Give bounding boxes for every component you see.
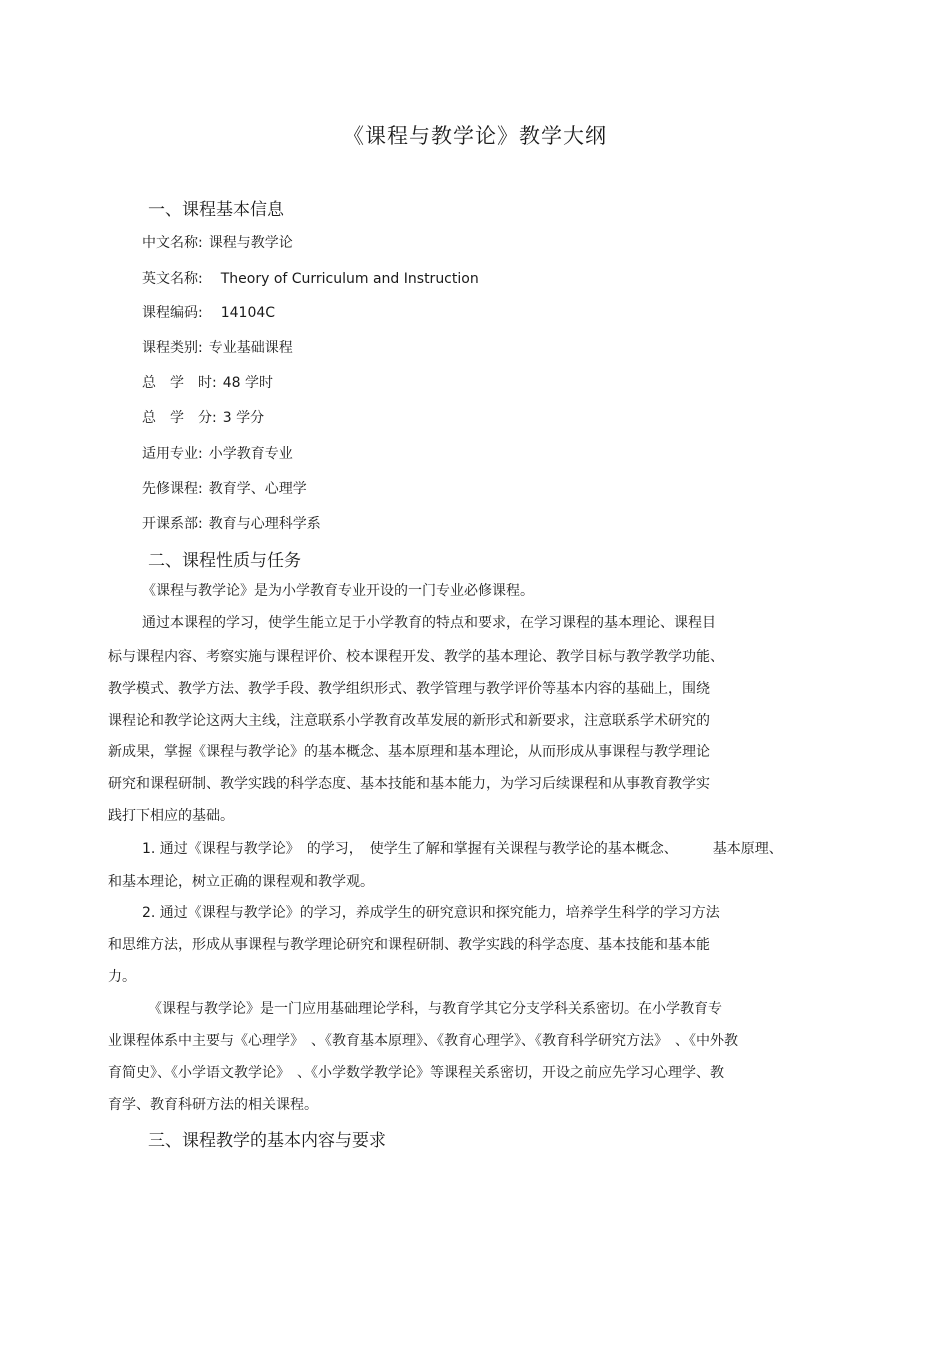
paragraph-line: 1. 通过《课程与教学论》 的学习， 使学生了解和掌握有关课程与教学论的基本概念、 基本原理、	[142, 841, 783, 857]
info-value: 专业基础课程	[208, 340, 293, 356]
info-label: 总 学 分:	[142, 410, 217, 426]
paragraph-line: 2. 通过《课程与教学论》的学习，养成学生的研究意识和探究能力，培养学生科学的学习方法	[142, 905, 720, 921]
info-value: 教育学、心理学	[208, 481, 307, 497]
info-row-chinese-name	[142, 232, 293, 252]
paragraph-line: 力。	[108, 969, 136, 985]
info-label: 先修课程:	[142, 481, 203, 497]
info-value: 小学教育专业	[208, 446, 293, 462]
paragraph-line: 育学、教育科研方法的相关课程。	[108, 1097, 318, 1113]
paragraph-line: 和思维方法，形成从事课程与教学理论研究和课程研制、教学实践的科学态度、基本技能和基本能	[108, 937, 710, 953]
paragraph-line: 《课程与教学论》是为小学教育专业开设的一门专业必修课程。	[142, 583, 534, 599]
info-label: 课程类别:	[142, 340, 203, 356]
info-row-course-code	[142, 302, 275, 322]
section2-heading: 二、课程性质与任务	[148, 551, 301, 571]
section3-heading: 三、课程教学的基本内容与要求	[148, 1131, 386, 1151]
paragraph-line: 通过本课程的学习，使学生能立足于小学教育的特点和要求，在学习课程的基本理论、课程目	[142, 615, 716, 631]
info-label: 课程编码:	[142, 305, 203, 321]
info-label: 适用专业:	[142, 446, 203, 462]
paragraph-line: 新成果，掌握《课程与教学论》的基本概念、基本原理和基本理论，从而形成从事课程与教学理论	[108, 744, 710, 760]
info-value: Theory of Curriculum and Instruction	[220, 271, 479, 287]
section1-heading: 一、课程基本信息	[148, 200, 284, 220]
info-label: 英文名称:	[142, 271, 203, 287]
paragraph-line: 研究和课程研制、教学实践的科学态度、基本技能和基本能力，为学习后续课程和从事教育教学实	[108, 776, 710, 792]
paragraph-line: 教学模式、教学方法、教学手段、教学组织形式、教学管理与教学评价等基本内容的基础上，围绕	[108, 681, 710, 697]
info-value: 48 学时	[222, 375, 273, 391]
info-value: 3 学分	[222, 410, 265, 426]
paragraph-line: 践打下相应的基础。	[108, 808, 234, 824]
info-value: 教育与心理科学系	[208, 516, 321, 532]
paragraph-line: 和基本理论，树立正确的课程观和教学观。	[108, 874, 374, 890]
info-label: 总 学 时:	[142, 375, 217, 391]
info-row-major	[142, 443, 293, 463]
info-value: 课程与教学论	[208, 235, 293, 251]
paragraph-line: 育简史》、《小学语文教学论》 、《小学数学教学论》等课程关系密切，开设之前应先学习心理学、教	[108, 1065, 724, 1081]
paragraph-line: 标与课程内容、考察实施与课程评价、校本课程开发、教学的基本理论、教学目标与教学教学功能、	[108, 649, 724, 665]
info-row-course-type	[142, 337, 293, 357]
info-label: 中文名称:	[142, 235, 203, 251]
paragraph-line: 业课程体系中主要与《心理学》 、《教育基本原理》、《教育心理学》、《教育科学研究方法》 、《中外教	[108, 1033, 738, 1049]
info-row-department	[142, 513, 321, 533]
paragraph-line: 课程论和教学论这两大主线，注意联系小学教育改革发展的新形式和新要求，注意联系学术研究的	[108, 713, 710, 729]
document-title: 《课程与教学论》教学大纲	[343, 124, 607, 148]
info-row-total-credits	[142, 407, 264, 427]
info-row-prerequisites	[142, 478, 307, 498]
info-value: 14104C	[220, 305, 276, 321]
info-row-total-hours	[142, 372, 273, 392]
info-row-english-name	[142, 268, 479, 288]
paragraph-line: 《课程与教学论》是一门应用基础理论学科，与教育学其它分支学科关系密切。在小学教育专	[148, 1001, 722, 1017]
info-label: 开课系部:	[142, 516, 203, 532]
